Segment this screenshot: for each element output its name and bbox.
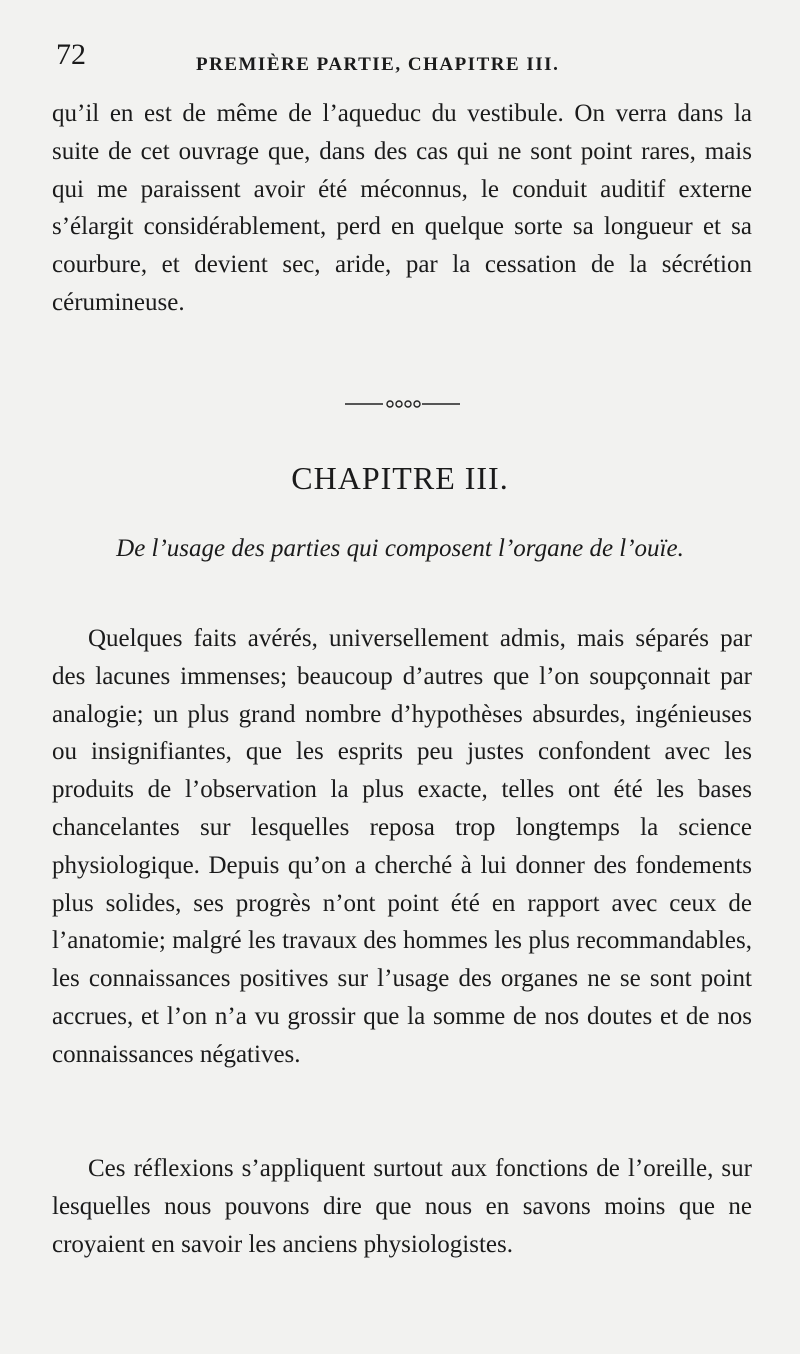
page-number: 72 xyxy=(56,38,86,71)
running-title: PREMIÈRE PARTIE, CHAPITRE III. xyxy=(196,54,560,75)
paragraph-text: qu’il en est de même de l’aqueduc du vestibule. On verra dans la suite de cet ouvrage que, dans des cas qui ne sont point rares, mais qui me paraissent avoir été méconnus, le conduit auditif externe s’élargit considérablement, perd en quelque sorte sa longueur et sa courbure, et devient sec, aride, par la cessation de la sécrétion cérumineuse. xyxy=(52,100,752,316)
continuation-paragraph xyxy=(52,95,752,322)
paragraph-text: Ces réflexions s’appliquent surtout aux fonctions de l’oreille, sur lesquelles nous pouvons dire que nous en savons moins que ne croyaient en savoir les anciens physiologistes. xyxy=(52,1155,752,1258)
section-divider-ornament xyxy=(345,398,460,410)
chapter-paragraph-2 xyxy=(52,1150,752,1263)
chapter-paragraph-1 xyxy=(52,620,752,1074)
running-head xyxy=(56,38,760,78)
paragraph-text: Quelques faits avérés, universellement admis, mais séparés par des lacunes immenses; beaucoup d’autres que l’on soupçonnait par analogie; un plus grand nombre d’hypothèses absurdes, ingénieuses ou insignifiantes, que les esprits peu justes confondent avec les produits de l’observation la plus exacte, telles ont été les bases chancelantes sur lesquelles reposa trop longtemps la science physiologique. Depuis qu’on a cherché à lui donner des fondements plus solides, ses progrès n’ont point été en rapport avec ceux de l’anatomie; malgré les travaux des hommes les plus recommandables, les connaissances positives sur l’usage des organes ne se sont point accrues, et l’on n’a vu grossir que la somme de nos doutes et de nos connaissances négatives. xyxy=(52,625,752,1068)
chapter-subtitle: De l’usage des parties qui composent l’organe de l’ouïe. xyxy=(116,535,684,562)
chapter-title: CHAPITRE III. xyxy=(291,460,509,496)
